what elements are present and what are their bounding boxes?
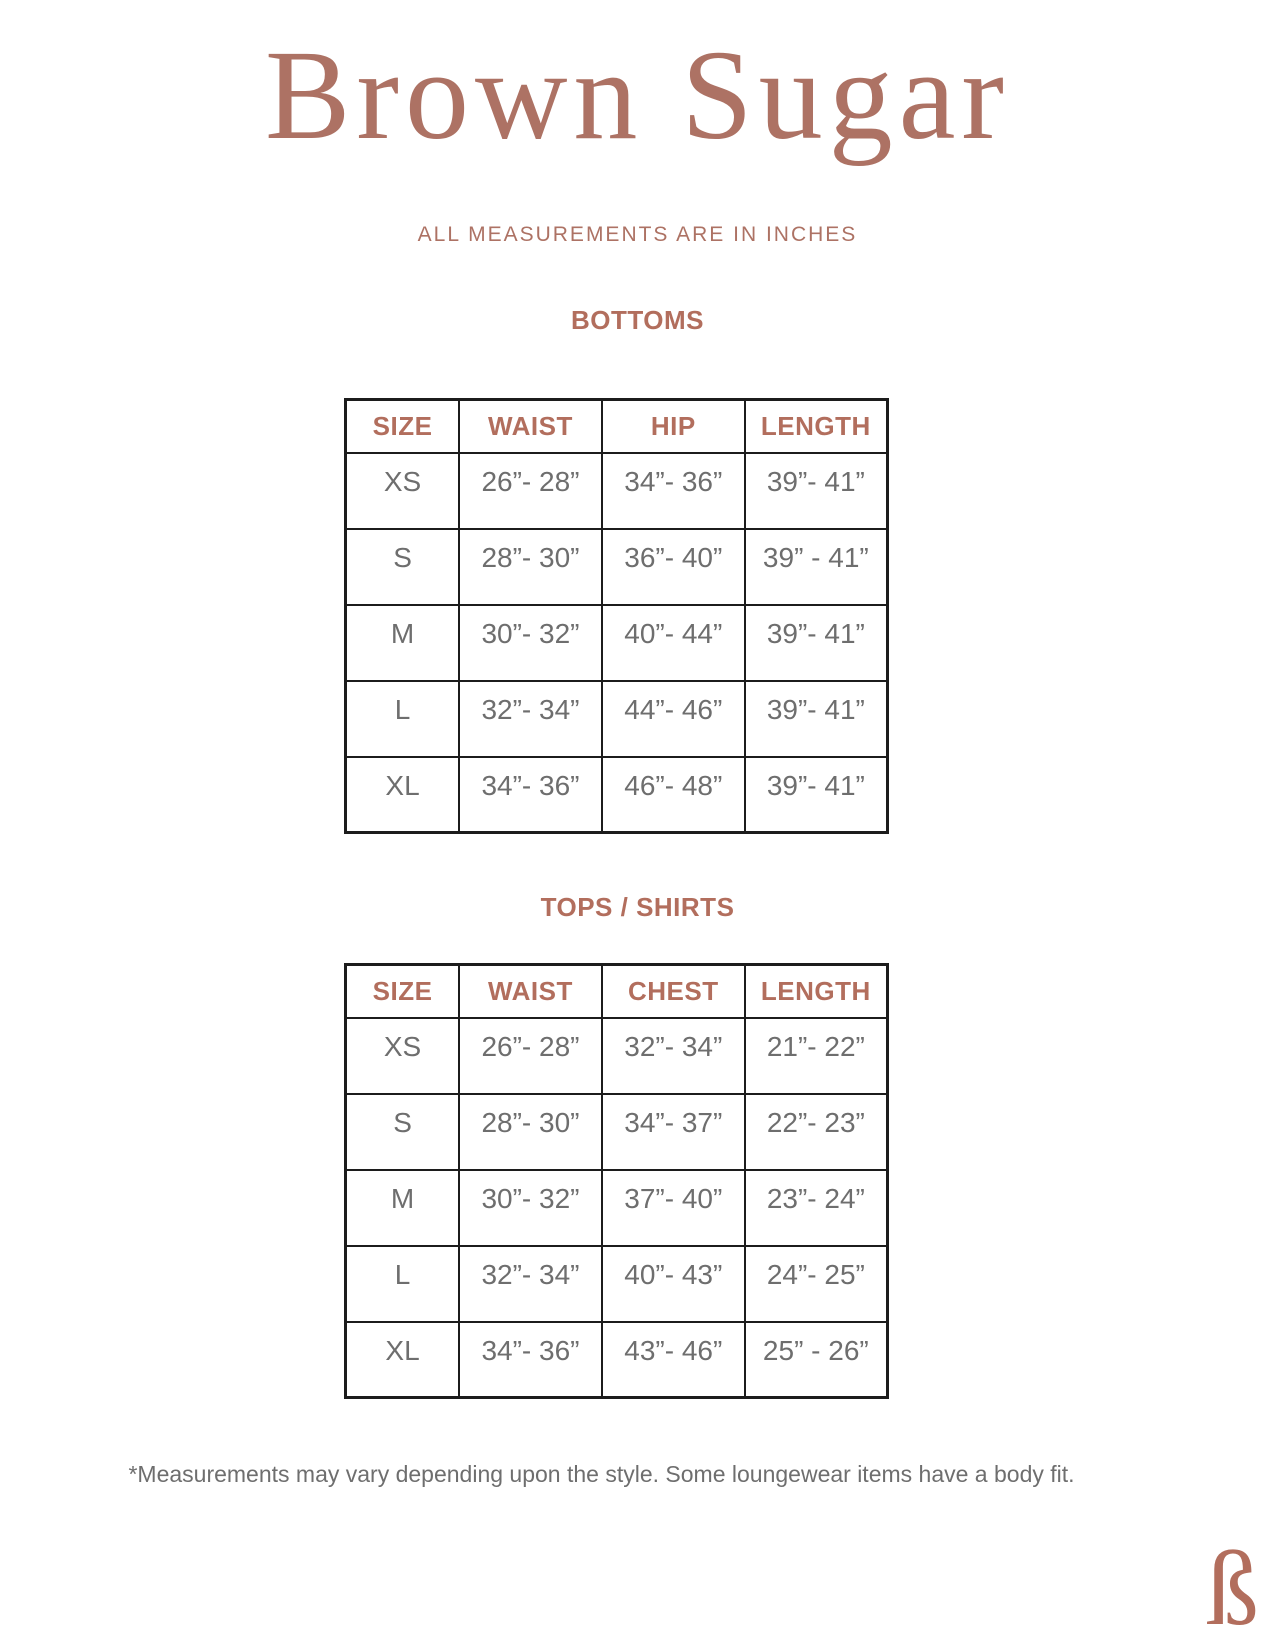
table-row (346, 681, 888, 757)
measurement-cell: 32”- 34” (459, 681, 602, 757)
column-header-size: SIZE (346, 400, 460, 453)
measurement-cell: 39” - 41” (745, 529, 888, 605)
measurement-cell: 44”- 46” (602, 681, 745, 757)
size-cell: M (346, 605, 460, 681)
table-row (346, 529, 888, 605)
measurement-cell: 24”- 25” (745, 1246, 888, 1322)
measurement-cell: 32”- 34” (459, 1246, 602, 1322)
size-cell: S (346, 1094, 460, 1170)
table-row (346, 1246, 888, 1322)
measurements-note: ALL MEASUREMENTS ARE IN INCHES (417, 223, 858, 247)
column-header-length: LENGTH (745, 965, 888, 1018)
measurement-cell: 46”- 48” (602, 757, 745, 833)
table-row (346, 605, 888, 681)
measurement-cell: 36”- 40” (602, 529, 745, 605)
table-row (346, 1018, 888, 1094)
section-title-bottoms: BOTTOMS (570, 305, 705, 336)
table-header-row (346, 400, 888, 453)
table-row (346, 1094, 888, 1170)
measurement-cell: 39”- 41” (745, 605, 888, 681)
measurement-cell: 23”- 24” (745, 1170, 888, 1246)
column-header-waist: WAIST (459, 400, 602, 453)
size-cell: M (346, 1170, 460, 1246)
table-row (346, 1322, 888, 1398)
measurement-cell: 39”- 41” (745, 757, 888, 833)
measurement-cell: 28”- 30” (459, 1094, 602, 1170)
brand-monogram-logo: ß (1206, 1530, 1259, 1647)
size-cell: L (346, 681, 460, 757)
size-cell: XS (346, 453, 460, 529)
column-header-size: SIZE (346, 965, 460, 1018)
measurement-cell: 22”- 23” (745, 1094, 888, 1170)
table-row (346, 757, 888, 833)
measurement-cell: 39”- 41” (745, 681, 888, 757)
size-cell: L (346, 1246, 460, 1322)
measurement-cell: 39”- 41” (745, 453, 888, 529)
measurement-cell: 40”- 44” (602, 605, 745, 681)
measurement-cell: 37”- 40” (602, 1170, 745, 1246)
size-cell: XL (346, 1322, 460, 1398)
measurement-cell: 34”- 36” (602, 453, 745, 529)
size-cell: XS (346, 1018, 460, 1094)
measurement-cell: 40”- 43” (602, 1246, 745, 1322)
measurement-cell: 43”- 46” (602, 1322, 745, 1398)
measurement-cell: 30”- 32” (459, 1170, 602, 1246)
section-title-tops-shirts: TOPS / SHIRTS (540, 892, 735, 923)
table-row (346, 1170, 888, 1246)
measurement-cell: 28”- 30” (459, 529, 602, 605)
column-header-length: LENGTH (745, 400, 888, 453)
size-cell: S (346, 529, 460, 605)
measurement-cell: 34”- 36” (459, 757, 602, 833)
measurement-cell: 25” - 26” (745, 1322, 888, 1398)
column-header-waist: WAIST (459, 965, 602, 1018)
measurement-cell: 26”- 28” (459, 453, 602, 529)
measurement-cell: 26”- 28” (459, 1018, 602, 1094)
size-cell: XL (346, 757, 460, 833)
measurement-cell: 21”- 22” (745, 1018, 888, 1094)
column-header-hip: HIP (602, 400, 745, 453)
measurement-cell: 32”- 34” (602, 1018, 745, 1094)
brand-title: Brown Sugar (264, 24, 1011, 166)
table-row (346, 453, 888, 529)
bottoms-size-table (344, 398, 889, 834)
tops-shirts-size-table (344, 963, 889, 1399)
measurement-disclaimer: *Measurements may vary depending upon the style. Some loungewear items have a body fit. (128, 1461, 1075, 1488)
measurement-cell: 30”- 32” (459, 605, 602, 681)
measurement-cell: 34”- 37” (602, 1094, 745, 1170)
measurement-cell: 34”- 36” (459, 1322, 602, 1398)
column-header-chest: CHEST (602, 965, 745, 1018)
table-header-row (346, 965, 888, 1018)
